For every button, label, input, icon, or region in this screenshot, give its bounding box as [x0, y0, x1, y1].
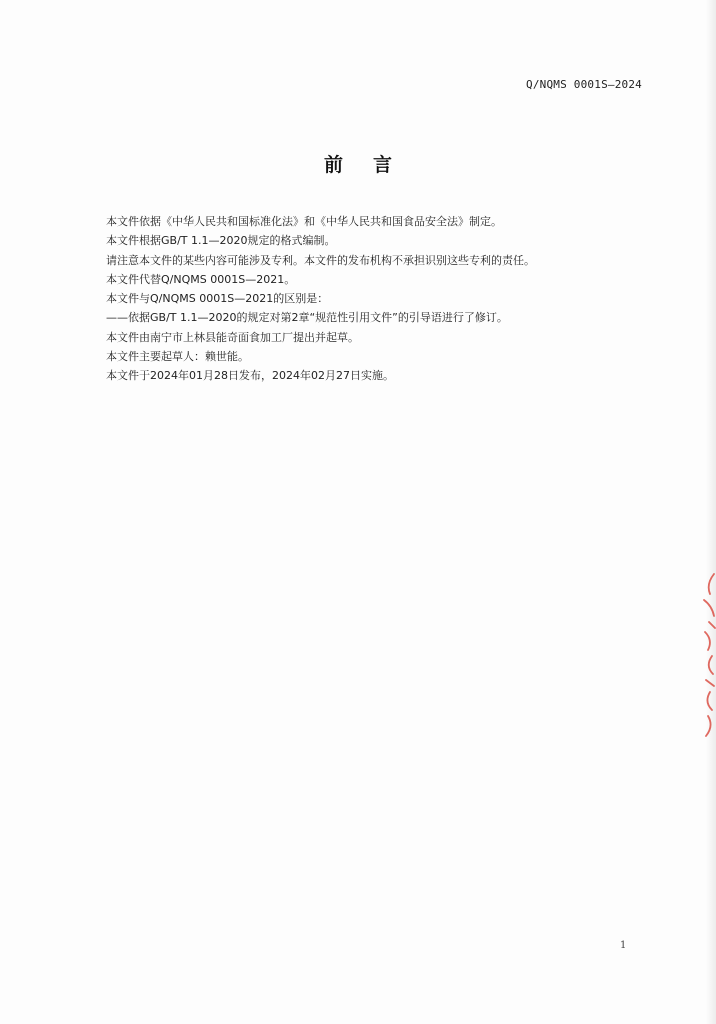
foreword-body [106, 212, 626, 386]
paragraph-patent-notice: 请注意本文件的某些内容可能涉及专利。本文件的发布机构不承担识别这些专利的责任。 [106, 253, 535, 267]
paragraph-basis: 本文件依据《中华人民共和国标准化法》和《中华人民共和国食品安全法》制定。 [106, 215, 502, 228]
paragraph-proposer: 本文件由南宁市上林县能奇面食加工厂提出并起草。 [106, 330, 359, 344]
document-code: Q/NQMS 0001S—2024 [526, 78, 642, 91]
page-title: 前言 [323, 154, 422, 176]
paragraph-drafter: 本文件主要起草人：赖世能。 [106, 350, 249, 364]
paragraph-replaces: 本文件代替Q/NQMS 0001S—2021。 [106, 272, 296, 286]
red-seal-fragment [700, 570, 716, 750]
paragraph-dates: 本文件于2024年01月28日发布，2024年02月27日实施。 [106, 369, 394, 383]
page-number: 1 [620, 940, 627, 951]
paragraph-difference-item: ——依据GB/T 1.1—2020的规定对第2章“规范性引用文件”的引导语进行了修订。 [106, 311, 508, 325]
paragraph-differences-intro: 本文件与Q/NQMS 0001S—2021的区别是： [106, 292, 329, 306]
paragraph-format: 本文件根据GB/T 1.1—2020规定的格式编制。 [106, 234, 336, 248]
